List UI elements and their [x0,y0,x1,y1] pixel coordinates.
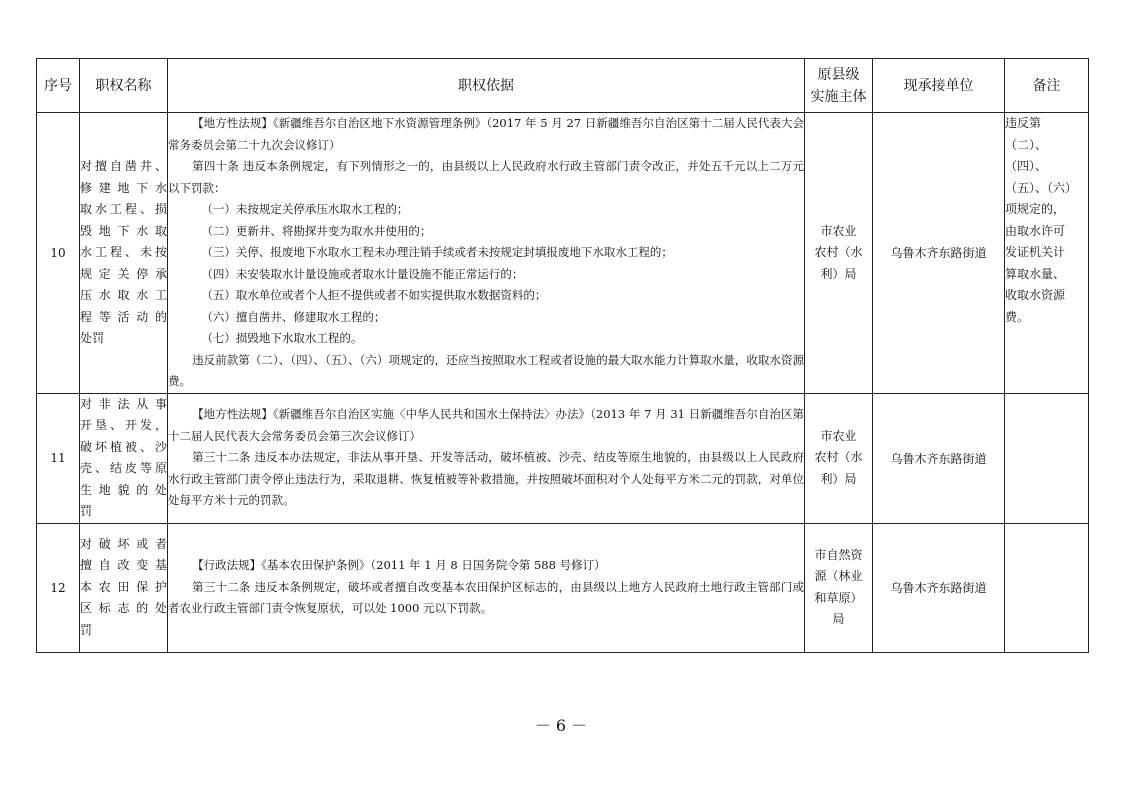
name-line: 规定关停承 [80,266,167,281]
row-remark [1005,393,1089,523]
row-basis [168,523,805,652]
header-subject-line1: 原县级 [817,66,860,83]
row-name [80,523,168,652]
subject-line: 和草原） [814,590,863,605]
name-line: 开垦、开发， [80,418,167,432]
subject-line: 利）局 [820,266,857,281]
name-line: 擅自改变基 [80,558,167,573]
subject-line: 农村（水 [814,245,863,259]
row-subject [805,113,873,394]
subject-line: 市自然资 [814,547,863,562]
name-line: 毁地下水取 [80,223,167,238]
basis-law: 【行政法规】《基本农田保护条例》（2011 年 1 月 8 日国务院令第 588 号修订） [192,558,606,573]
name-line: 修建地下水 [80,180,167,195]
row-seq: 12 [37,523,80,652]
basis-law: 【地方性法规】《新疆维吾尔自治区实施〈中华人民共和国水土保持法〉办法》（2013 年 7 月 31 日新疆维吾尔自治区第十二届人民代表大会常务委员会第三次会议修订） [168,407,804,443]
row-basis [168,393,805,523]
row-seq: 10 [37,113,80,394]
basis-item: （六）擅自凿井、修建取水工程的； [201,309,386,324]
basis-item: （二）更新井、将勘探井变为取水井使用的； [201,223,432,238]
remark-line: 由取水许可 [1005,223,1066,238]
basis-closing: 违反前款第（二）、（四）、（五）、（六）项规定的，还应当按照取水工程或者设施的最大取水能力计算取水量，收取水资源费。 [168,352,804,388]
name-line: 水工程、未按 [80,245,167,259]
subject-line: 市农业 [820,428,857,443]
name-line: 破坏植被、沙 [80,439,167,454]
remark-line: 收取水资源 [1005,288,1066,302]
row-remark [1005,523,1089,652]
remark-line: （二）、 [1005,137,1048,152]
name-line: 压水取水工 [80,288,167,302]
remark-line: 算取水量、 [1005,266,1066,281]
row-name [80,113,168,394]
name-line: 对非法从事 [80,396,167,411]
remark-line: 发证机关计 [1005,245,1066,259]
basis-article: 第四十条 违反本条例规定，有下列情形之一的，由县级以上人民政府水行政主管部门责令改正，并处五千元以上二万元以下罚款： [168,159,804,195]
basis-item: （三）关停、报废地下水取水工程未办理注销手续或者未按规定封填报废地下水取水工程的； [201,245,673,259]
row-subject [805,393,873,523]
table-row [37,523,1089,652]
name-line: 对擅自凿井、 [80,159,167,173]
basis-item: （七）损毁地下水取水工程的。 [201,331,363,345]
header-seq: 序号 [37,59,80,113]
remark-line: （五）、（六） [1005,180,1078,195]
basis-item: （五）取水单位或者个人拒不提供或者不如实提供取水数据资料的； [201,288,547,302]
basis-item: （一）未按规定关停承压水取水工程的； [201,202,409,216]
row-remark [1005,113,1089,394]
row-unit: 乌鲁木齐东路街道 [873,113,1005,394]
table-row [37,113,1089,394]
row-seq: 11 [37,393,80,523]
remark-line: 违反第 [1005,116,1042,130]
remark-line: 费。 [1005,309,1030,324]
header-remark: 备注 [1005,59,1089,113]
subject-line: 农村（水 [814,450,863,465]
name-line: 区标志的处 [80,601,167,616]
header-subject [805,59,873,113]
name-line: 对破坏或者 [80,536,167,551]
name-line: 罚 [80,504,93,518]
header-basis: 职权依据 [168,59,805,113]
name-line: 取水工程、损 [80,202,167,216]
basis-item: （四）未安装取水计量设施或者取水计量设施不能正常运行的； [201,266,524,281]
header-subject-line2: 实施主体 [810,88,867,105]
row-unit: 乌鲁木齐东路街道 [873,523,1005,652]
subject-line: 利）局 [820,471,857,486]
name-line: 壳、结皮等原 [80,461,167,475]
name-line: 处罚 [80,331,105,345]
authority-table [36,58,1089,653]
table-row [37,393,1089,523]
remark-line: 项规定的， [1005,202,1066,216]
name-line: 罚 [80,622,93,637]
row-basis [168,113,805,394]
header-row [37,59,1089,113]
row-unit: 乌鲁木齐东路街道 [873,393,1005,523]
subject-line: 源（林业 [814,569,863,583]
name-line: 程等活动的 [80,309,167,324]
basis-article: 第三十二条 违反本条例规定，破坏或者擅自改变基本农田保护区标志的，由县级以上地方人民政府土地行政主管部门或者农业行政主管部门责令恢复原状，可以处 1000 元以下罚款。 [168,579,804,616]
name-line: 本农田保护 [80,579,167,594]
subject-line: 市农业 [820,223,857,238]
basis-article: 第三十二条 违反本办法规定，非法从事开垦、开发等活动，破坏植被、沙壳、结皮等原生地貌的，由县级以上人民政府水行政主管部门责令停止违法行为，采取退耕、恢复植被等补救措施，并按照破坏面积对个人处每平方米二元的罚款，对单位处每平方米十元的罚款。 [168,450,804,508]
row-name [80,393,168,523]
header-name: 职权名称 [80,59,168,113]
remark-line: （四）、 [1005,159,1048,173]
name-line: 生地貌的处 [80,482,167,497]
basis-law: 【地方性法规】《新疆维吾尔自治区地下水资源管理条例》（2017 年 5 月 27 日新疆维吾尔自治区第十二届人民代表大会常务委员会第二十九次会议修订） [168,116,804,152]
header-unit: 现承接单位 [873,59,1005,113]
row-subject [805,523,873,652]
page-number: － 6 － [534,716,588,735]
subject-line: 局 [832,612,845,626]
